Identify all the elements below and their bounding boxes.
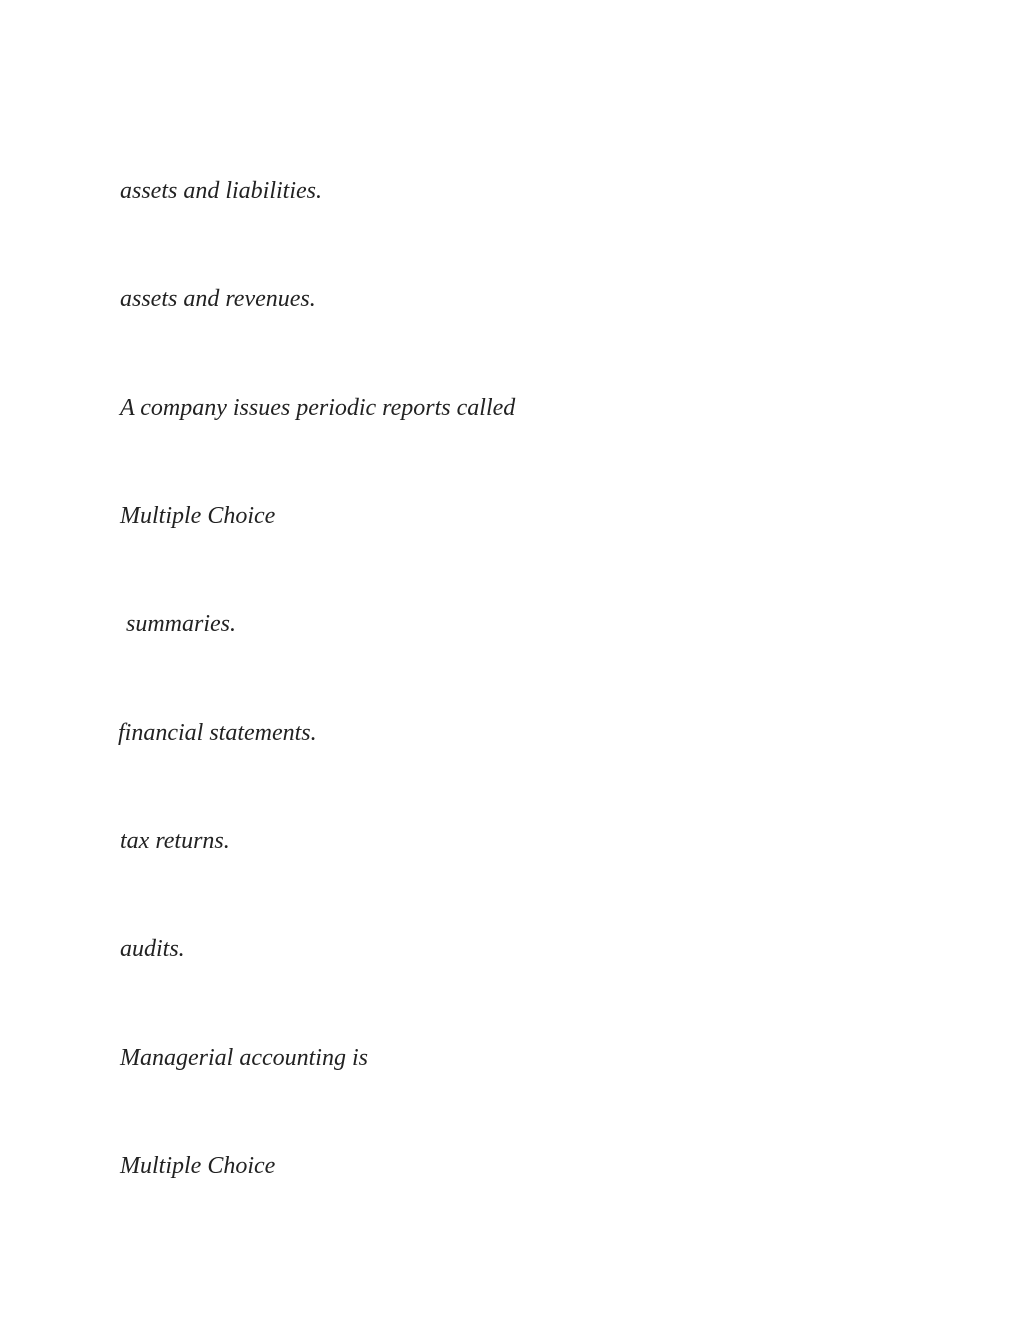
question-type-label: Multiple Choice [120,1153,276,1179]
answer-option-text: assets and liabilities. [120,178,323,204]
answer-option-text: assets and revenues. [120,286,316,312]
question-text: A company issues periodic reports called [120,395,516,421]
answer-option-text: summaries. [120,611,237,637]
answer-option-text: financial statements. [118,720,317,746]
answer-option-text: tax returns. [120,828,230,854]
answer-option-text: audits. [120,936,185,962]
question-text: Managerial accounting is [120,1045,368,1071]
question-type-label: Multiple Choice [120,503,276,529]
